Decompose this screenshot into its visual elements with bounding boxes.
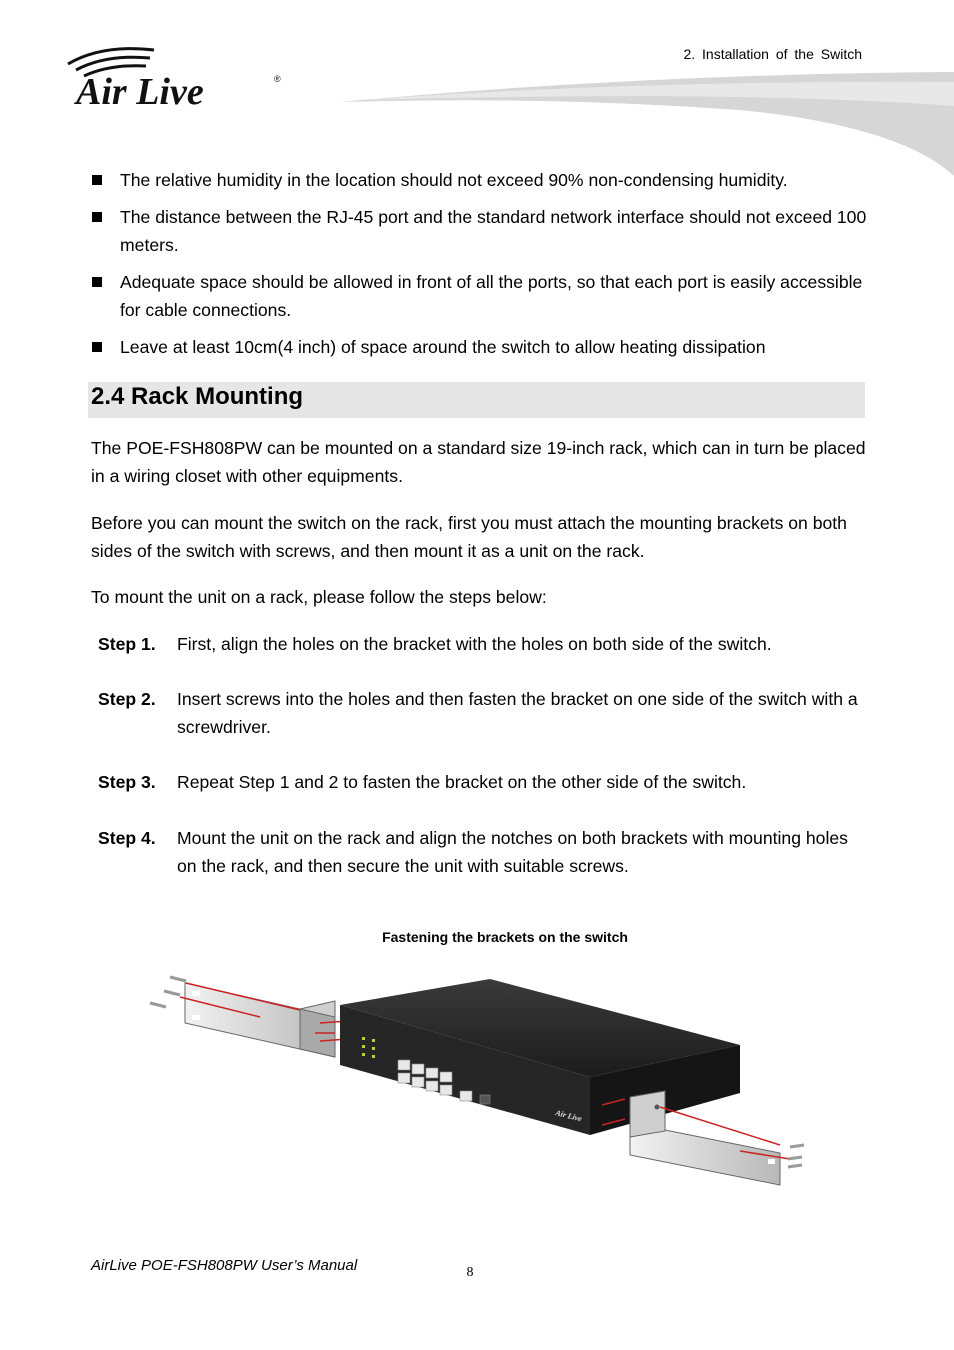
step-4 bbox=[98, 824, 866, 880]
left-screws bbox=[150, 977, 186, 1007]
paragraph-brackets: Before you can mount the switch on the rack, first you must attach the mounting brackets on both sides of the switch with screws, and then mount it as a unit on the rack. bbox=[91, 513, 847, 561]
step-label: Step 3. bbox=[98, 772, 156, 792]
list-item: The distance between the RJ-45 port and the standard network interface should not exceed 100 meters. bbox=[92, 203, 872, 259]
square-bullet-icon bbox=[92, 175, 102, 185]
paragraph-rack-size: The POE-FSH808PW can be mounted on a standard size 19-inch rack, which can in turn be placed in a wiring closet with other equipments. bbox=[91, 438, 866, 486]
list-item: Adequate space should be allowed in front of all the ports, so that each port is easily accessible for cable connections. bbox=[92, 268, 872, 324]
device-logo-text: Air Live bbox=[554, 1108, 583, 1124]
step-text: First, align the holes on the bracket with the holes on both side of the switch. bbox=[177, 634, 772, 654]
step-3 bbox=[98, 768, 866, 796]
square-bullet-icon bbox=[92, 212, 102, 222]
step-text: Repeat Step 1 and 2 to fasten the bracket on the other side of the switch. bbox=[177, 772, 747, 792]
network-switch bbox=[340, 979, 740, 1135]
figure-caption: Fastening the brackets on the switch bbox=[382, 929, 628, 945]
bracket-mounting-illustration bbox=[140, 965, 820, 1200]
step-text: Insert screws into the holes and then fasten the bracket on one side of the switch with a screwdriver. bbox=[177, 689, 858, 737]
step-label: Step 1. bbox=[98, 634, 156, 654]
section-title: 2.4 Rack Mounting bbox=[91, 383, 304, 410]
step-1 bbox=[98, 630, 866, 658]
paragraph-steps-intro: To mount the unit on a rack, please follow the steps below: bbox=[91, 587, 547, 607]
list-item: The relative humidity in the location should not exceed 90% non-condensing humidity. bbox=[92, 166, 872, 194]
airlive-logo bbox=[62, 42, 292, 114]
footer-manual-title: AirLive POE-FSH808PW User’s Manual bbox=[91, 1257, 358, 1274]
step-label: Step 2. bbox=[98, 689, 156, 709]
step-2 bbox=[98, 685, 866, 741]
chapter-header: 2. Installation of the Switch bbox=[683, 46, 862, 62]
logo-registered-mark: ® bbox=[274, 74, 281, 84]
square-bullet-icon bbox=[92, 342, 102, 352]
left-bracket bbox=[185, 983, 335, 1057]
logo-text: Air Live bbox=[76, 71, 204, 113]
right-screws bbox=[788, 1145, 804, 1167]
square-bullet-icon bbox=[92, 277, 102, 287]
page-number: 8 bbox=[466, 1265, 474, 1280]
requirements-list bbox=[92, 166, 872, 370]
list-item: Leave at least 10cm(4 inch) of space around the switch to allow heating dissipation bbox=[92, 333, 872, 361]
step-label: Step 4. bbox=[98, 828, 156, 848]
step-text: Mount the unit on the rack and align the notches on both brackets with mounting holes on the rack, and then secure the unit with suitable screws. bbox=[177, 828, 848, 876]
